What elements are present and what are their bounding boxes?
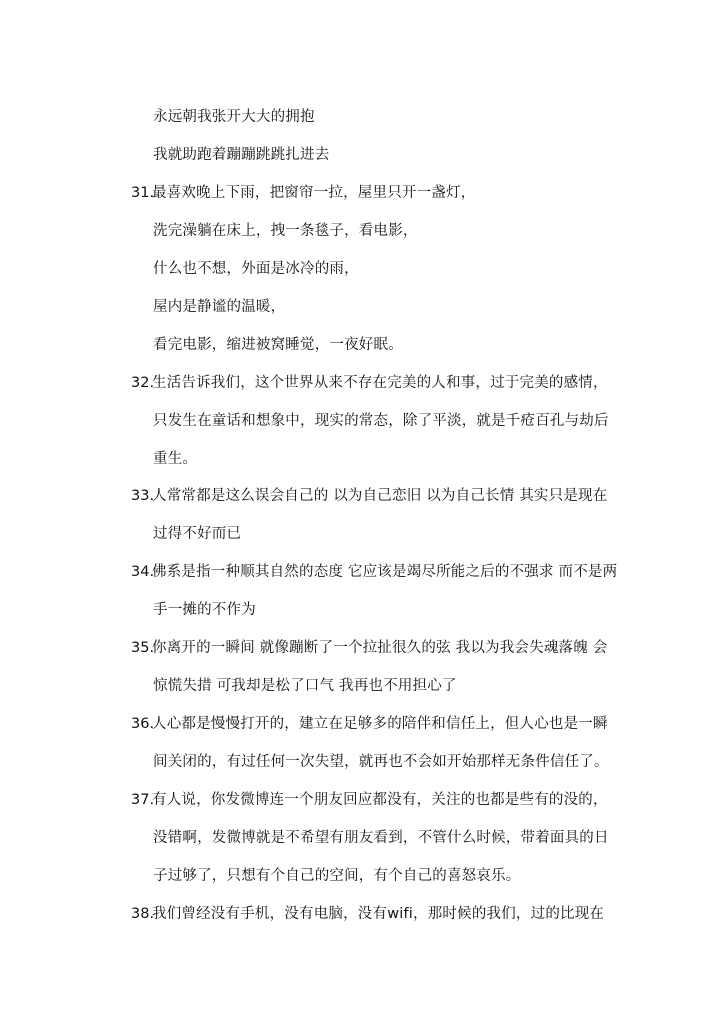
text-line: 永远朝我张开大大的拥抱	[153, 109, 315, 125]
text-line: 惊慌失措 可我却是松了口气 我再也不用担心了	[153, 678, 457, 694]
text-line: 有人说，你发微博连一个朋友回应都没有，关注的也都是些有的没的，	[152, 792, 608, 808]
text-line: 我就助跑着蹦蹦跳跳扎进去	[153, 147, 330, 163]
text-line: 看完电影，缩进被窝睡觉，一夜好眠。	[153, 337, 403, 353]
item-number: 37.	[131, 792, 155, 808]
text-line: 间关闭的，有过任何一次失望，就再也不会如开始那样无条件信任了。	[153, 754, 609, 770]
item-number: 31.	[131, 185, 155, 201]
text-line: 最喜欢晚上下雨，把窗帘一拉，屋里只开一盏灯，	[152, 185, 476, 201]
text-line: 过得不好而已	[153, 526, 242, 542]
text-line: 屋内是静谧的温暖，	[153, 299, 286, 315]
text-line: 什么也不想，外面是冰冷的雨，	[153, 261, 359, 277]
text-line: 没错啊，发微博就是不希望有朋友看到，不管什么时候，带着面具的日	[153, 830, 609, 846]
text-line: 你离开的一瞬间 就像蹦断了一个拉扯很久的弦 我以为我会失魂落魄 会	[152, 640, 608, 656]
text-line: 重生。	[153, 451, 198, 467]
item-number: 34.	[131, 564, 155, 580]
text-line: 子过够了，只想有个自己的空间，有个自己的喜怒哀乐。	[153, 868, 521, 884]
text-line: 手一摊的不作为	[153, 602, 256, 618]
item-number: 38.	[131, 906, 155, 922]
item-number: 32.	[131, 375, 155, 391]
text-line: 洗完澡躺在床上，拽一条毯子，看电影，	[153, 223, 418, 239]
text-line: 人心都是慢慢打开的，建立在足够多的陪伴和信任上，但人心也是一瞬	[152, 716, 608, 732]
text-line: 人常常都是这么误会自己的 以为自己恋旧 以为自己长情 其实只是现在	[152, 488, 608, 504]
item-number: 33.	[131, 488, 155, 504]
item-number: 35.	[131, 640, 155, 656]
text-line: 佛系是指一种顺其自然的态度 它应该是竭尽所能之后的不强求 而不是两	[152, 564, 618, 580]
text-line: 只发生在童话和想象中，现实的常态，除了平淡，就是千疮百孔与劫后	[153, 413, 609, 429]
item-number: 36.	[131, 716, 155, 732]
text-line: 生活告诉我们，这个世界从来不存在完美的人和事，过于完美的感情，	[152, 375, 608, 391]
text-line: 我们曾经没有手机，没有电脑，没有wifi，那时候的我们，过的比现在	[152, 906, 605, 922]
